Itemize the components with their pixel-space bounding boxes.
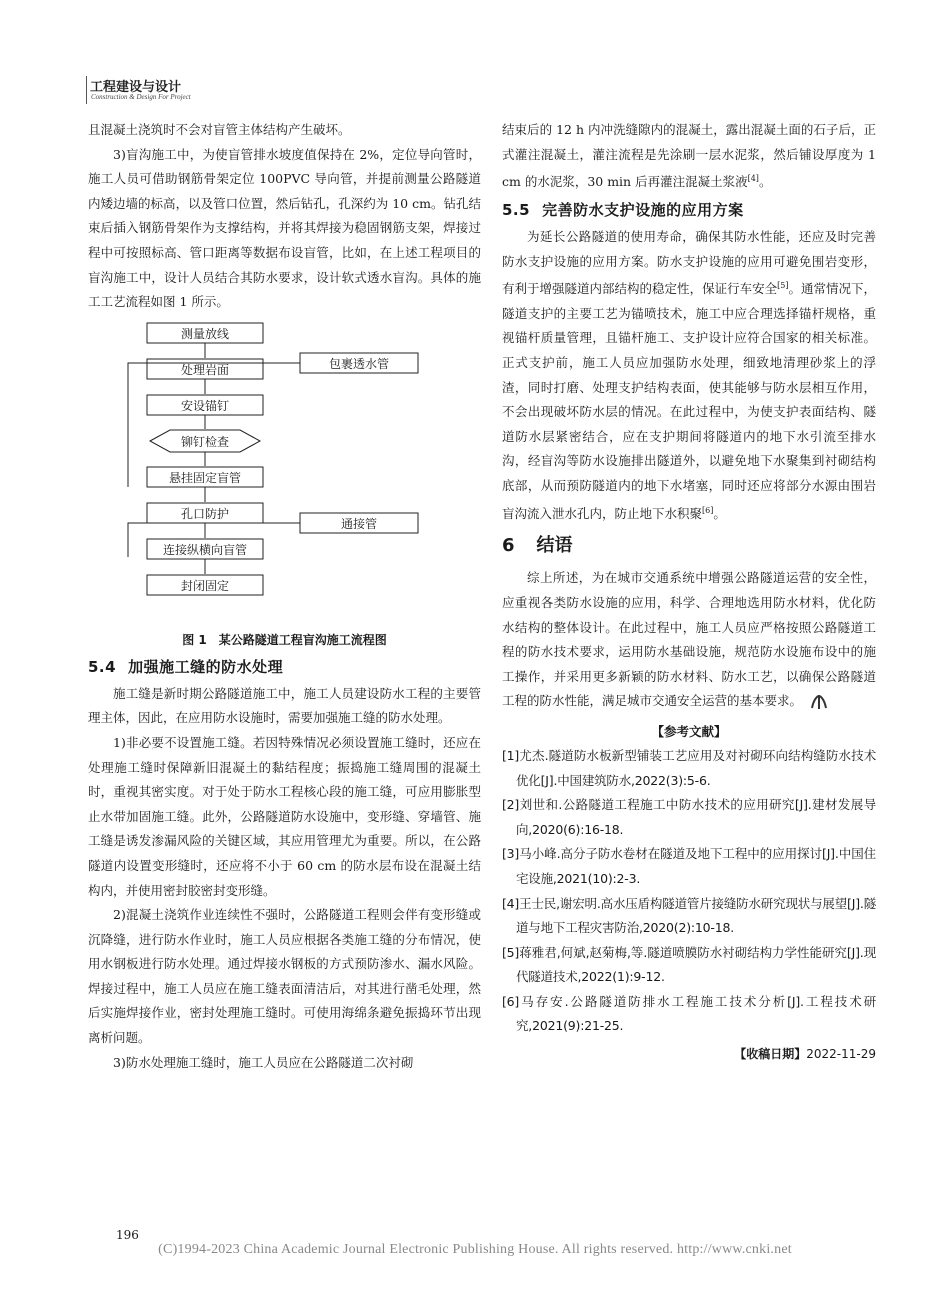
reference-item: [5]蒋雅君,何斌,赵菊梅,等.隧道喷膜防水衬砌结构力学性能研究[J].现代隧道技术,2022(1):9-12. bbox=[502, 944, 876, 985]
reference-item: [3]马小峰.高分子防水卷材在隧道及地下工程中的应用探讨[J].中国住宅设施,2021(10):2-3. bbox=[502, 846, 876, 886]
paragraph: 综上所述，为在城市交通系统中增强公路隧道运营的安全性，应重视各类防水设施的应用，科学、合理地选用防水材料，优化防水结构的整体设计。在此过程中，施工人员应严格按照公路隧道工程的防水技术要求，运用防水基础设施，规范防水设施布设中的施工操作，并采用更多新颖的防水材料、防水工艺，以确保公路隧道工程的防水性能，满足城市交通安全运营的基本要求。 bbox=[502, 570, 876, 709]
page-number: 196 bbox=[116, 1228, 139, 1242]
step-label: 安设锚钉 bbox=[180, 398, 230, 413]
section-heading: 5.5 完善防水支护设施的应用方案 bbox=[502, 200, 744, 219]
reference-item: [2]刘世和.公路隧道工程施工中防水技术的应用研究[J].建材发展导向,2020(6):16-18. bbox=[502, 797, 876, 837]
right-column bbox=[502, 118, 876, 1062]
flowchart-lines bbox=[88, 317, 481, 629]
step-label: 孔口防护 bbox=[180, 506, 230, 521]
references-list bbox=[502, 744, 876, 1039]
step-label: 连接纵横向盲管 bbox=[162, 542, 248, 557]
paragraph: 施工缝是新时期公路隧道施工中，施工人员建设防水工程的主要管理主体，因此，在应用防水设施时，需要加强施工缝的防水处理。 bbox=[88, 685, 481, 726]
paragraph: 且混凝土浇筑时不会对盲管主体结构产生破坏。 bbox=[88, 122, 351, 137]
reference-item: [1]尤杰.隧道防水板新型铺装工艺应用及对衬砌环向结构缝防水技术优化[J].中国建筑防水,2022(3):5-6. bbox=[502, 747, 876, 788]
paragraph: 3)盲沟施工中，为使盲管排水坡度值保持在 2%，定位导向管时，施工人员可借助钢筋骨架定位 100PVC 导向管，并提前测量公路隧道内矮边墙的标高，以及管口位置，然后钻孔，孔深约为 10 cm。钻孔结束后插入钢筋骨架作为支撑结构，并将其焊接为稳固钢筋支架，焊接过程中可按照标高、管口距离等数据布设盲管，比如，在上述工程项目的盲沟施工中，设计人员结合其防水要求，设计软式透水盲沟。具体的施工工艺流程如图 1 所示。 bbox=[88, 146, 481, 310]
flowchart bbox=[88, 317, 481, 629]
figure-caption: 图 1 某公路隧道工程盲沟施工流程图 bbox=[182, 632, 387, 647]
paragraph: 1)非必要不设置施工缝。若因特殊情况必须设置施工缝时，还应在处理施工缝时保障新旧混凝土的黏结程度；振捣施工缝周围的混凝土时，重视其密实度。对于处于防水工程核心段的施工缝，可应用膨胀型止水带加固施工缝。此外，公路隧道防水设施中，变形缝、穿墙管、施工缝是诱发渗漏风险的关键区域，其应用管理尤为重要。所以，在公路隧道内设置变形缝时，还应将不小于 60 cm 的防水层布设在混凝土结构内，并使用密封胶密封变形缝。 bbox=[88, 734, 481, 898]
section-heading: 5.4 加强施工缝的防水处理 bbox=[88, 657, 284, 676]
paragraph: 3)防水处理施工缝时，施工人员应在公路隧道二次衬砌 bbox=[113, 1054, 414, 1070]
copyright-notice: (C)1994-2023 China Academic Journal Electronic Publishing House. All rights reserved. http://www.cnki.net bbox=[158, 1242, 792, 1257]
journal-title: 工程建设与设计 bbox=[90, 80, 182, 95]
references-title: 【参考文献】 bbox=[651, 723, 727, 739]
reference-item: [6]马存安.公路隧道防排水工程施工技术分析[J].工程技术研究,2021(9):21-25. bbox=[502, 993, 876, 1034]
step-label: 处理岩面 bbox=[180, 362, 230, 377]
received-date: 【收稿日期】2022-11-29 bbox=[734, 1047, 876, 1062]
reference-item: [4]王士民,谢宏明.高水压盾构隧道管片接缝防水研究现状与展望[J].隧道与地下工程灾害防治,2020(2):10-18. bbox=[502, 895, 876, 936]
journal-logo-icon bbox=[810, 694, 828, 710]
step-label: 封闭固定 bbox=[180, 578, 230, 593]
section-heading: 6 结语 bbox=[502, 535, 573, 557]
paragraph: 2)混凝土浇筑作业连续性不强时，公路隧道工程则会伴有变形缝或沉降缝，进行防水作业时，施工人员应根据各类施工缝的分布情况，使用水钢板进行防水处理。通过焊接水钢板的方式预防渗水、漏水风险。焊接过程中，施工人员应在施工缝表面清洁后，对其进行凿毛处理，然后实施焊接作业，密封处理施工缝时。可使用海绵条避免振捣环节出现离析问题。 bbox=[88, 907, 481, 1046]
step-label: 测量放线 bbox=[180, 326, 230, 341]
side-label: 通接管 bbox=[340, 516, 378, 531]
paragraph: 结束后的 12 h 内冲洗缝隙内的混凝土，露出混凝土面的石子后，正式灌注混凝土，灌注流程是先涂刷一层水泥浆，然后铺设厚度为 1 cm 的水泥浆，30 min 后再灌注混凝土浆液[4]。 bbox=[502, 122, 876, 190]
step-label: 悬挂固定盲管 bbox=[168, 470, 242, 485]
header-rule bbox=[86, 76, 87, 104]
paragraph: 为延长公路隧道的使用寿命，确保其防水性能，还应及时完善防水支护设施的应用方案。防水支护设施的应用可避免围岩变形，有利于增强隧道内部结构的稳定性，保证行车安全[5]。通常情况下，隧道支护的主要工艺为锚喷技术，施工中应合理选择锚杆规格，重视锚杆质量管理，且锚杆施工、支护设计应符合国家的相关标准。正式支护前，施工人员应加强防水处理，细致地清理砂浆上的浮渣，同时打磨、处理支护结构表面，使其能够与防水层相互作用，不会出现破坏防水层的情况。在此过程中，为使支护表面结构、隧道防水层紧密结合，应在支护期间将隧道内的地下水引流至排水沟，经盲沟等防水设施排出隧道外，以避免地下水聚集到衬砌结构底部，从而预防隧道内的地下水堵塞，同时还应将部分水源由围岩盲沟流入泄水孔内，防止地下水积聚[6]。 bbox=[502, 228, 876, 521]
left-column bbox=[88, 118, 481, 1075]
side-label: 包裹透水管 bbox=[328, 356, 390, 371]
journal-title-en: Construction & Design For Project bbox=[91, 93, 191, 101]
step-label: 铆钉检查 bbox=[180, 434, 230, 449]
